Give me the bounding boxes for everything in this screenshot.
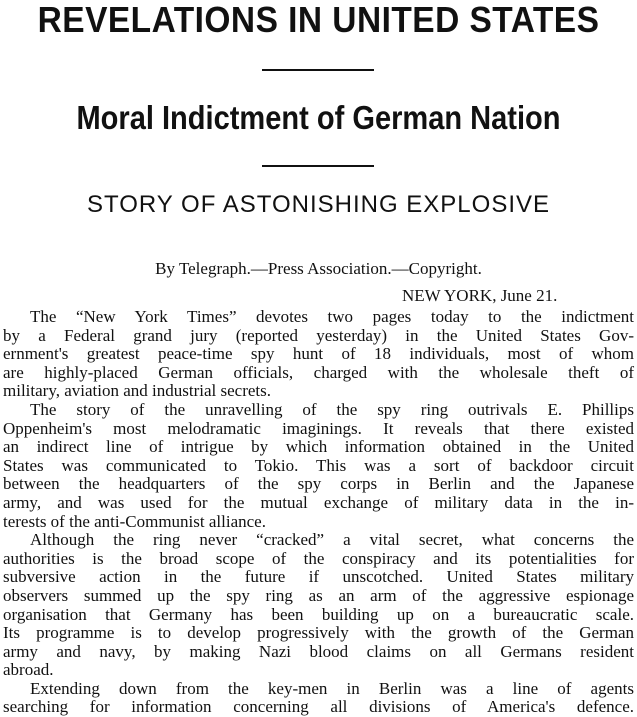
article-line: searching for information concerning all divisions of America's defence. [3, 697, 634, 717]
article-line: States was communicated to Tokio. This was a sort of backdoor circuit [3, 455, 634, 475]
article-body [0, 308, 637, 717]
article-line: organisation that Germany has been building up on a bureaucratic scale. [3, 604, 634, 624]
article-line: terests of the anti-Communist alliance. [3, 511, 266, 531]
article-line: The “New York Times” devotes two pages today to the indictment [30, 307, 634, 326]
deck-heading: STORY OF ASTONISHING EXPLOSIVE [86, 191, 551, 218]
article-line: subversive action in the future if unscotched. United States military [3, 567, 634, 587]
article-line: observers summed up the spy ring as an arm of the aggressive espionage [3, 585, 634, 605]
byline: By Telegraph.—Press Association.—Copyright. [155, 259, 482, 278]
article-line: between the headquarters of the spy corps in Berlin and the Japanese [3, 474, 634, 494]
dateline: NEW YORK, June 21. [402, 286, 558, 305]
article-line: army, and was used for the mutual exchange of military data in the in- [3, 492, 634, 512]
divider-rule [262, 69, 374, 71]
article-line: Extending down from the key-men in Berlin was a line of agents [30, 678, 634, 698]
article-line: ernment's greatest peace-time spy hunt of 18 individuals, most of whom [3, 344, 634, 364]
article-line: The story of the unravelling of the spy ring outrivals E. Phillips [30, 399, 634, 419]
article-line: Its programme is to develop progressively with the growth of the German [3, 623, 634, 643]
headline: REVELATIONS IN UNITED STATES [37, 0, 600, 40]
article-line: Although the ring never “cracked” a vital secret, what concerns the [30, 530, 634, 550]
article-line: authorities is the broad scope of the conspiracy and its potentialities for [3, 548, 634, 568]
subheadline: Moral Indictment of German Nation [76, 99, 561, 136]
article-line: army and navy, by making Nazi blood claims on all Germans resident [3, 641, 634, 661]
article-line: are highly-placed German officials, charged with the wholesale theft of [3, 362, 634, 382]
article-line: abroad. [3, 660, 54, 680]
article-line: Oppenheim's most melodramatic imaginings. It reveals that there existed [3, 418, 634, 438]
article-line: military, aviation and industrial secrets. [3, 381, 271, 401]
article-line: by a Federal grand jury (reported yesterday) in the United States Gov- [3, 325, 634, 345]
divider-rule [262, 165, 374, 167]
article-line: an indirect line of intrigue by which information obtained in the United [3, 437, 634, 457]
